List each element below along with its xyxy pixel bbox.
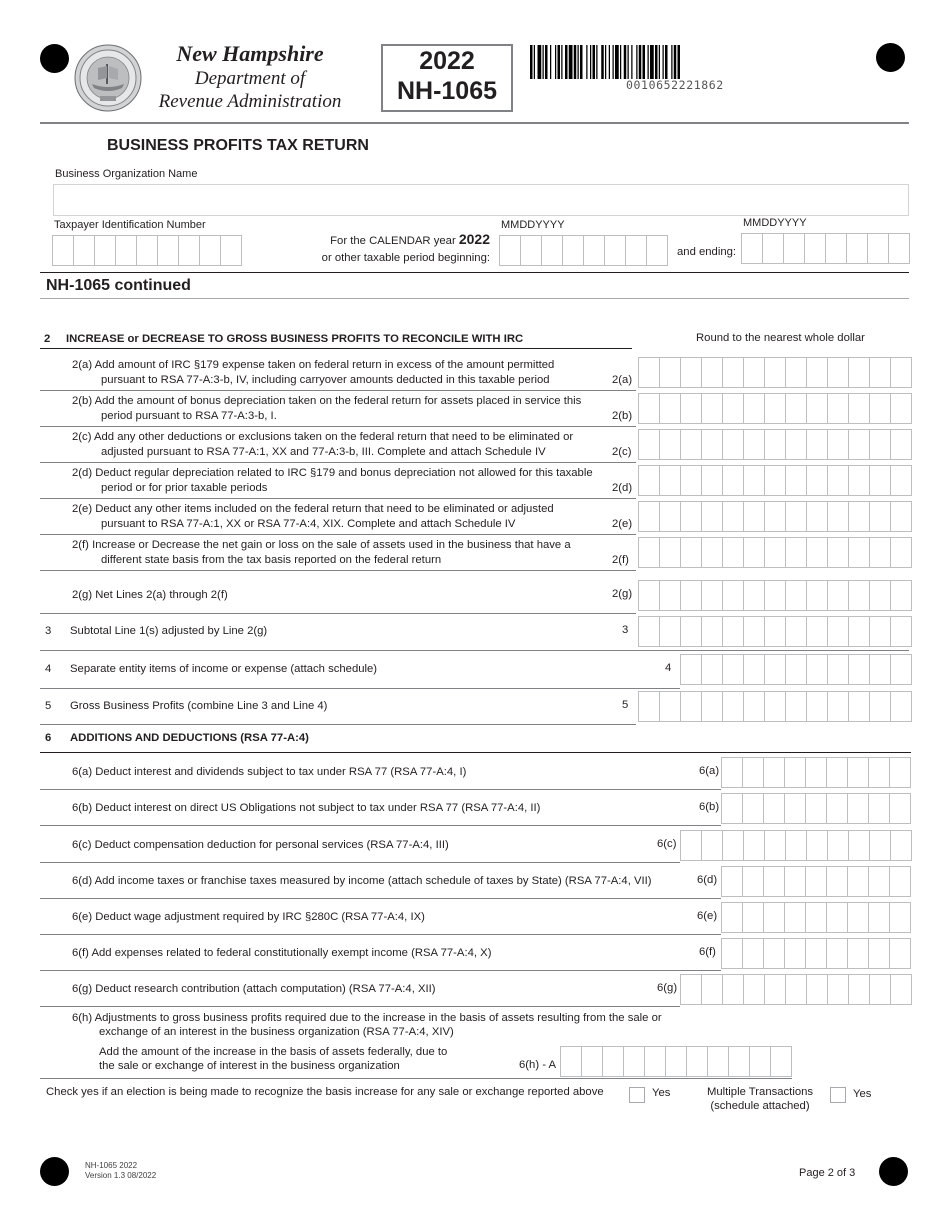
line-6d-text: 6(d) Add income taxes or franchise taxes measured by income (attach schedule of taxes by State) (RSA 77-A:4, VII) bbox=[72, 875, 652, 887]
line-6h-text-2: exchange of an interest in the business organization (RSA 77-A:4, XIV) bbox=[99, 1026, 454, 1038]
line-2c-input[interactable] bbox=[638, 429, 912, 460]
line-2e-input[interactable] bbox=[638, 501, 912, 532]
period-begin-input[interactable] bbox=[499, 235, 668, 266]
line-2g-rule bbox=[40, 613, 636, 614]
date-format-end: MMDDYYYY bbox=[743, 217, 807, 229]
line-6b-ref: 6(b) bbox=[699, 801, 720, 813]
line-2d-rule bbox=[40, 498, 636, 499]
line-3-number: 3 bbox=[45, 625, 52, 637]
line-3-input[interactable] bbox=[638, 616, 912, 647]
line-6c-ref: 6(c) bbox=[657, 838, 677, 850]
state-name: New Hampshire bbox=[176, 41, 324, 66]
line-2b-input[interactable] bbox=[638, 393, 912, 424]
and-ending-label: and ending: bbox=[677, 246, 737, 258]
round-note: Round to the nearest whole dollar bbox=[696, 332, 865, 344]
registration-mark-bottom-right bbox=[879, 1157, 908, 1186]
line-6e-text: 6(e) Deduct wage adjustment required by IRC §280C (RSA 77-A:4, IX) bbox=[72, 911, 425, 923]
registration-mark-top-left bbox=[40, 44, 69, 73]
section-6-title: ADDITIONS AND DEDUCTIONS (RSA 77-A:4) bbox=[70, 732, 309, 744]
continued-title: NH-1065 continued bbox=[46, 277, 191, 294]
line-2f-text-2: different state basis from the tax basis reported on the federal return bbox=[101, 554, 442, 566]
barcode bbox=[530, 45, 752, 95]
line-5-ref: 5 bbox=[622, 699, 629, 711]
form-title: BUSINESS PROFITS TAX RETURN bbox=[107, 137, 369, 154]
line-4-number: 4 bbox=[45, 663, 52, 675]
multiple-transactions-yes-label: Yes bbox=[853, 1088, 872, 1100]
tin-label: Taxpayer Identification Number bbox=[54, 219, 206, 231]
line-6g-ref: 6(g) bbox=[657, 982, 678, 994]
line-6b-input[interactable] bbox=[721, 793, 911, 824]
org-name-input[interactable] bbox=[53, 184, 909, 216]
line-6e-rule bbox=[40, 934, 721, 935]
line-6h-a-input[interactable] bbox=[560, 1046, 792, 1077]
line-2e-text-2: pursuant to RSA 77-A:1, XX or RSA 77-A:4, XIX. Complete and attach Schedule IV bbox=[101, 518, 516, 530]
line-6c-input[interactable] bbox=[680, 830, 912, 861]
line-2d-text-2: period or for prior taxable periods bbox=[101, 482, 268, 494]
line-3-rule bbox=[40, 650, 909, 651]
line-2e-rule bbox=[40, 534, 636, 535]
line-2f-input[interactable] bbox=[638, 537, 912, 568]
schedule-attached-label: (schedule attached) bbox=[710, 1100, 810, 1112]
line-2f-text-1: 2(f) Increase or Decrease the net gain or loss on the sale of assets used in the business that have a bbox=[72, 539, 571, 551]
line-6d-ref: 6(d) bbox=[697, 874, 718, 886]
line-6c-text: 6(c) Deduct compensation deduction for personal services (RSA 77-A:4, III) bbox=[72, 839, 449, 851]
line-2g-text: 2(g) Net Lines 2(a) through 2(f) bbox=[72, 589, 228, 601]
line-2a-text-2: pursuant to RSA 77-A:3-b, IV, including carryover amounts deducted in this taxable period bbox=[101, 374, 550, 386]
line-6h-text-1: 6(h) Adjustments to gross business profits required due to the increase in the basis of assets resulting from the sale or bbox=[72, 1012, 662, 1024]
election-text: Check yes if an election is being made to recognize the basis increase for any sale or exchange reported above bbox=[46, 1086, 604, 1098]
form-year: 2022 bbox=[419, 47, 475, 75]
multiple-transactions-label: Multiple Transactions bbox=[706, 1086, 814, 1098]
period-beginning-label: or other taxable period beginning: bbox=[321, 252, 490, 264]
calendar-year: 2022 bbox=[458, 231, 490, 247]
line-2g-input[interactable] bbox=[638, 580, 912, 611]
line-2b-rule bbox=[40, 426, 636, 427]
line-2e-ref: 2(e) bbox=[612, 518, 633, 530]
line-2f-ref: 2(f) bbox=[612, 554, 629, 566]
line-2a-input[interactable] bbox=[638, 357, 912, 388]
line-6b-rule bbox=[40, 825, 721, 826]
line-2a-rule bbox=[40, 390, 636, 391]
line-2c-text-1: 2(c) Add any other deductions or exclusions taken on the federal return that need to be eliminated or bbox=[72, 431, 574, 443]
line-6h-a-ref: 6(h) - A bbox=[519, 1059, 557, 1071]
line-6a-ref: 6(a) bbox=[699, 765, 720, 777]
header-divider bbox=[40, 122, 909, 124]
line-5-number: 5 bbox=[45, 700, 52, 712]
line-2b-text-2: period pursuant to RSA 77-A:3-b, I. bbox=[101, 410, 277, 422]
line-2a-text-1: 2(a) Add amount of IRC §179 expense taken on federal return in excess of the amount permitted bbox=[72, 359, 555, 371]
line-3-ref: 3 bbox=[622, 624, 629, 636]
line-6c-rule bbox=[40, 862, 680, 863]
line-2d-text-1: 2(d) Deduct regular depreciation related to IRC §179 and bonus depreciation not allowed for this taxable bbox=[72, 467, 593, 479]
section-divider bbox=[40, 272, 909, 273]
line-2c-ref: 2(c) bbox=[612, 446, 632, 458]
barcode-number: 0010652221862 bbox=[626, 78, 724, 92]
multiple-transactions-yes-checkbox[interactable] bbox=[830, 1087, 846, 1103]
org-name-label: Business Organization Name bbox=[55, 168, 198, 180]
footer-form-year: NH-1065 2022 bbox=[85, 1161, 138, 1170]
line-6h-rule bbox=[40, 1078, 792, 1079]
line-6h-a-text-1: Add the amount of the increase in the basis of assets federally, due to bbox=[99, 1046, 448, 1058]
section-6-number: 6 bbox=[45, 732, 52, 744]
line-2b-ref: 2(b) bbox=[612, 410, 633, 422]
election-yes-label: Yes bbox=[652, 1087, 671, 1099]
date-format-begin: MMDDYYYY bbox=[501, 219, 565, 231]
line-2c-text-2: adjusted pursuant to RSA 77-A:1, XX and 77-A:3-b, III. Complete and attach Schedule IV bbox=[101, 446, 546, 458]
form-id-box bbox=[381, 44, 513, 112]
line-4-ref: 4 bbox=[665, 662, 672, 674]
line-6e-ref: 6(e) bbox=[697, 910, 718, 922]
line-6a-rule bbox=[40, 789, 721, 790]
section-2-number: 2 bbox=[44, 333, 51, 345]
line-3-text: Subtotal Line 1(s) adjusted by Line 2(g) bbox=[70, 625, 268, 637]
line-4-rule bbox=[40, 688, 680, 689]
line-6f-input[interactable] bbox=[721, 938, 911, 969]
barcode-bars bbox=[530, 45, 752, 79]
line-6a-text: 6(a) Deduct interest and dividends subject to tax under RSA 77 (RSA 77-A:4, I) bbox=[72, 766, 467, 778]
section-2-rule bbox=[40, 348, 632, 349]
line-6f-text: 6(f) Add expenses related to federal constitutionally exempt income (RSA 77-A:4, X) bbox=[72, 947, 492, 959]
line-2g-ref: 2(g) bbox=[612, 588, 633, 600]
line-6g-rule bbox=[40, 1006, 680, 1007]
section-2-title: INCREASE or DECREASE TO GROSS BUSINESS PROFITS TO RECONCILE WITH IRC bbox=[66, 333, 524, 345]
line-6b-text: 6(b) Deduct interest on direct US Obligations not subject to tax under RSA 77 (RSA 77-A:4, II) bbox=[72, 802, 541, 814]
line-2d-input[interactable] bbox=[638, 465, 912, 496]
line-6a-input[interactable] bbox=[721, 757, 911, 788]
line-4-input[interactable] bbox=[680, 654, 912, 685]
registration-mark-bottom-left bbox=[40, 1157, 69, 1186]
line-6f-ref: 6(f) bbox=[699, 946, 716, 958]
period-end-input[interactable] bbox=[741, 233, 910, 264]
line-6d-input[interactable] bbox=[721, 866, 911, 897]
tin-input[interactable] bbox=[52, 235, 242, 266]
form-number: NH-1065 bbox=[396, 77, 498, 105]
line-5-input[interactable] bbox=[638, 691, 912, 722]
line-6d-rule bbox=[40, 898, 721, 899]
continued-divider bbox=[40, 298, 909, 299]
line-6h-a-text-2: the sale or exchange of interest in the business organization bbox=[99, 1060, 400, 1072]
line-2b-text-1: 2(b) Add the amount of bonus depreciation taken on the federal return for assets placed in service this bbox=[72, 395, 582, 407]
line-4-text: Separate entity items of income or expense (attach schedule) bbox=[70, 663, 378, 675]
footer-version: Version 1.3 08/2022 bbox=[85, 1171, 157, 1180]
line-5-rule bbox=[40, 724, 636, 725]
election-yes-checkbox[interactable] bbox=[629, 1087, 645, 1103]
line-2d-ref: 2(d) bbox=[612, 482, 633, 494]
section-6-rule bbox=[40, 752, 911, 753]
department-line-1: Department of bbox=[194, 68, 306, 89]
line-6e-input[interactable] bbox=[721, 902, 911, 933]
line-2c-rule bbox=[40, 462, 636, 463]
registration-mark-top-right bbox=[876, 43, 905, 72]
line-2f-rule bbox=[40, 570, 636, 571]
footer-page-number: Page 2 of 3 bbox=[799, 1167, 856, 1179]
line-6g-text: 6(g) Deduct research contribution (attach computation) (RSA 77-A:4, XII) bbox=[72, 983, 436, 995]
line-6f-rule bbox=[40, 970, 721, 971]
line-2a-ref: 2(a) bbox=[612, 374, 633, 386]
line-5-text: Gross Business Profits (combine Line 3 and Line 4) bbox=[70, 700, 328, 712]
line-2e-text-1: 2(e) Deduct any other items included on the federal return that need to be eliminated or adjusted bbox=[72, 503, 554, 515]
line-6g-input[interactable] bbox=[680, 974, 912, 1005]
department-line-2: Revenue Administration bbox=[158, 91, 342, 112]
calendar-prefix: For the CALENDAR year bbox=[330, 235, 456, 247]
